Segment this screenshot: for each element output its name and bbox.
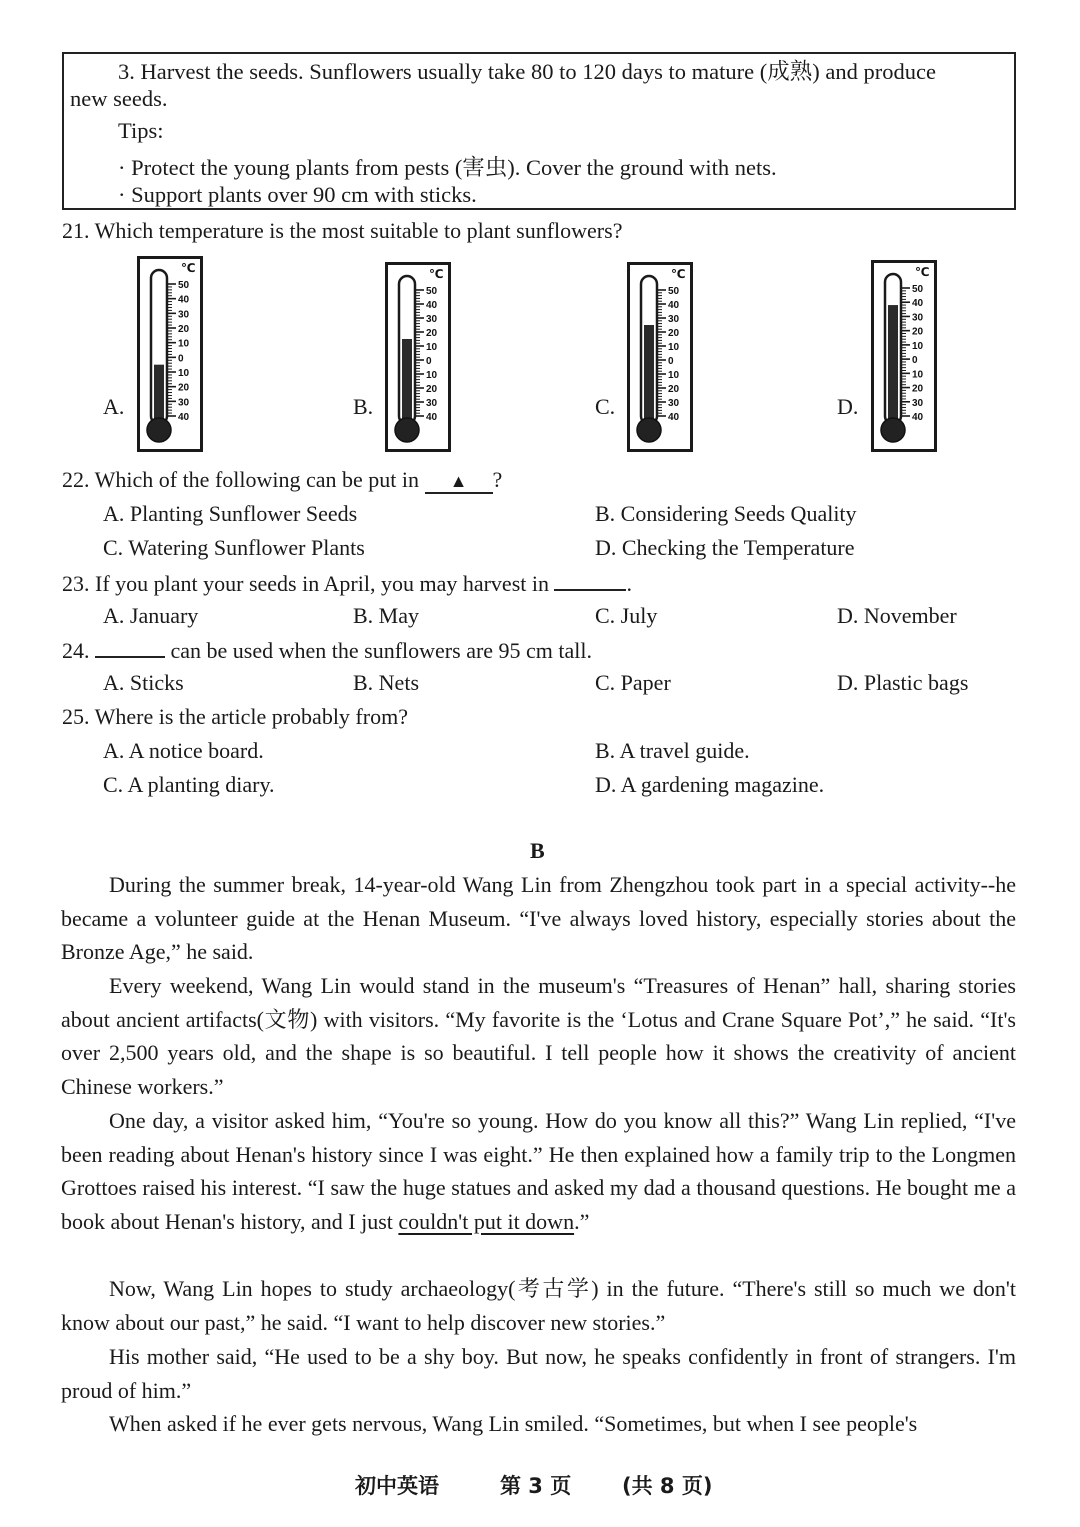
thermometer-scale-label: 50 (426, 286, 438, 297)
passage-paragraph-6: When asked if he ever gets nervous, Wang Lin smiled. “Sometimes, but when I see people's (109, 1411, 918, 1436)
thermometer-unit-label: ℃ (429, 267, 444, 281)
box-tip-1: · Protect the young plants from pests (害虫). Cover the ground with nets. (118, 155, 777, 180)
underlined-phrase: couldn't put it down (398, 1208, 575, 1234)
box-step3: 3. Harvest the seeds. Sunflowers usually take 80 to 120 days to mature (成熟) and produce (118, 59, 936, 84)
q22-option-d[interactable]: D. Checking the Temperature (595, 535, 855, 560)
thermometer-scale-label: 40 (178, 412, 190, 423)
q23-option-b[interactable]: B. May (353, 603, 419, 628)
q24-question (62, 636, 592, 664)
q24-option-c[interactable]: C. Paper (595, 670, 671, 695)
thermometer-scale-label: 20 (178, 382, 190, 394)
q22-blank-marker: ▲ (425, 471, 493, 494)
thermometer-scale-label: 10 (426, 370, 438, 381)
thermometer-unit-label: ℃ (181, 261, 196, 275)
thermometer-bulb (637, 418, 661, 442)
thermometer-scale-label: 20 (178, 324, 190, 335)
q25-option-d[interactable]: D. A gardening magazine. (595, 772, 825, 797)
q23-question-text: 23. If you plant your seeds in April, you may harvest in (62, 571, 549, 596)
passage-paragraph-2: Every weekend, Wang Lin would stand in the museum's “Treasures of Henan” hall, sharing stories about ancient artifacts(文物) with visitors. “My favorite is the ‘Lotus and Crane Square Pot’,” he said. “It's over 2,500 years old, and the shape is so beautiful. I tell people how it shows the creativity of ancient Chinese workers.” (61, 973, 1016, 1099)
q21-option-c-label[interactable]: C. (595, 394, 616, 419)
thermometer-mercury (402, 339, 412, 426)
thermometer-bulb (881, 418, 905, 442)
q25-question: 25. Where is the article probably from? (62, 704, 408, 729)
thermometer-scale-label: 40 (912, 298, 924, 310)
thermometer-scale-label: 20 (668, 384, 680, 395)
q22-option-c[interactable]: C. Watering Sunflower Plants (103, 535, 365, 560)
thermometer-unit-label: ℃ (671, 267, 686, 281)
q24-option-a[interactable]: A. Sticks (103, 670, 184, 695)
q22-option-b[interactable]: B. Considering Seeds Quality (595, 501, 857, 526)
footer-page: 第 3 页 (500, 1474, 572, 1498)
thermometer-scale-label: 0 (668, 356, 674, 367)
q23-option-c[interactable]: C. July (595, 603, 658, 628)
footer-subject: 初中英语 (355, 1474, 439, 1498)
thermometer-scale-label: 40 (426, 300, 438, 311)
passage-paragraph-5: His mother said, “He used to be a shy boy. But now, he speaks confidently in front of strangers. I'm proud of him.” (61, 1344, 1016, 1403)
q25-option-b[interactable]: B. A travel guide. (595, 738, 750, 763)
thermometer-scale-label: 20 (912, 326, 924, 338)
thermometer-unit-label: ℃ (915, 265, 930, 279)
q21-question: 21. Which temperature is the most suitable to plant sunflowers? (62, 218, 623, 243)
thermometer-mercury (644, 325, 654, 426)
q23-option-d[interactable]: D. November (837, 603, 957, 628)
thermometer-d-icon (871, 260, 937, 452)
thermometer-scale-label: 0 (178, 353, 184, 365)
thermometer-scale-label: 50 (668, 286, 680, 297)
thermometer-scale-label: 20 (668, 328, 680, 339)
thermometer-scale-label: 10 (668, 342, 680, 353)
passage-paragraph-4: Now, Wang Lin hopes to study archaeology(考古学) in the future. “There's still so much we don't know about our past,” he said. “I want to help discover new stories.” (61, 1276, 1016, 1335)
q23-option-a[interactable]: A. January (103, 603, 199, 628)
q23-question (62, 569, 632, 597)
thermometer-scale-label: 10 (426, 342, 438, 353)
q21-option-b-label[interactable]: B. (353, 394, 374, 419)
q22-question-text: 22. Which of the following can be put in (62, 467, 420, 492)
thermometer-bulb (395, 418, 419, 442)
q24-question-text: can be used when the sunflowers are 95 cm tall. (170, 638, 593, 663)
thermometer-scale-label: 30 (912, 397, 924, 409)
thermometer-c-icon (627, 262, 693, 452)
thermometer-scale-label: 30 (668, 314, 680, 325)
thermometer-bulb (147, 418, 171, 442)
box-tip-2: · Support plants over 90 cm with sticks. (118, 182, 477, 207)
thermometer-scale-label: 10 (912, 369, 924, 381)
q23-period: . (626, 571, 632, 596)
thermometer-scale-label: 30 (668, 398, 680, 409)
box-tips-label: Tips: (118, 118, 164, 143)
q24-blank (95, 636, 165, 658)
thermometer-scale-label: 10 (178, 338, 190, 350)
q24-option-d[interactable]: D. Plastic bags (837, 670, 969, 695)
thermometer-scale-label: 40 (668, 300, 680, 311)
q25-option-c[interactable]: C. A planting diary. (103, 772, 275, 797)
q24-number: 24. (62, 638, 90, 663)
q22-question-mark: ? (492, 467, 503, 492)
thermometer-scale-label: 0 (912, 355, 918, 367)
thermometer-scale-label: 30 (178, 309, 190, 321)
thermometer-scale-label: 40 (912, 412, 924, 423)
thermometer-scale-label: 40 (426, 412, 438, 423)
q21-option-d-label[interactable]: D. (837, 394, 859, 419)
q22-question (62, 467, 502, 494)
thermometer-scale-label: 10 (668, 370, 680, 381)
q21-option-a-label[interactable]: A. (103, 394, 125, 419)
thermometer-scale-label: 40 (668, 412, 680, 423)
thermometer-scale-label: 20 (912, 383, 924, 395)
thermometer-scale-label: 50 (912, 284, 924, 295)
q22-option-a[interactable]: A. Planting Sunflower Seeds (103, 501, 358, 526)
thermometer-a-icon (137, 256, 203, 452)
passage-paragraph-3: One day, a visitor asked him, “You're so young. How do you know all this?” Wang Lin replied, “I've been reading about Henan's history since I was eight.” He then explained how a family trip to the Longmen Grottoes raised his interest. “I saw the huge statues and asked my dad a thousand questions. He bought me a book about Henan's history, and I just couldn't put it down.” (61, 1108, 1016, 1234)
section-b-title: B (530, 838, 545, 863)
thermometer-scale-label: 30 (426, 314, 438, 325)
thermometer-scale-label: 30 (912, 312, 924, 324)
q25-option-a[interactable]: A. A notice board. (103, 738, 264, 763)
thermometer-b-icon (385, 262, 451, 452)
thermometer-scale-label: 0 (426, 356, 432, 367)
thermometer-mercury (888, 305, 898, 426)
q23-blank (554, 569, 626, 591)
q24-option-b[interactable]: B. Nets (353, 670, 419, 695)
footer-total: (共 8 页) (622, 1474, 713, 1498)
box-step3-cont: new seeds. (70, 86, 168, 111)
thermometer-mercury (154, 365, 164, 426)
thermometer-scale-label: 50 (178, 280, 190, 291)
thermometer-scale-label: 20 (426, 384, 438, 395)
passage-paragraph-1: During the summer break, 14-year-old Wang Lin from Zhengzhou took part in a special activity--he became a volunteer guide at the Henan Museum. “I've always loved history, especially stories about the Bronze Age,” he said. (61, 872, 1016, 965)
thermometer-scale-label: 10 (178, 368, 190, 379)
thermometer-scale-label: 30 (178, 397, 190, 409)
thermometer-scale-label: 40 (178, 294, 190, 306)
thermometer-scale-label: 30 (426, 398, 438, 409)
thermometer-scale-label: 20 (426, 328, 438, 339)
thermometer-scale-label: 10 (912, 340, 924, 352)
